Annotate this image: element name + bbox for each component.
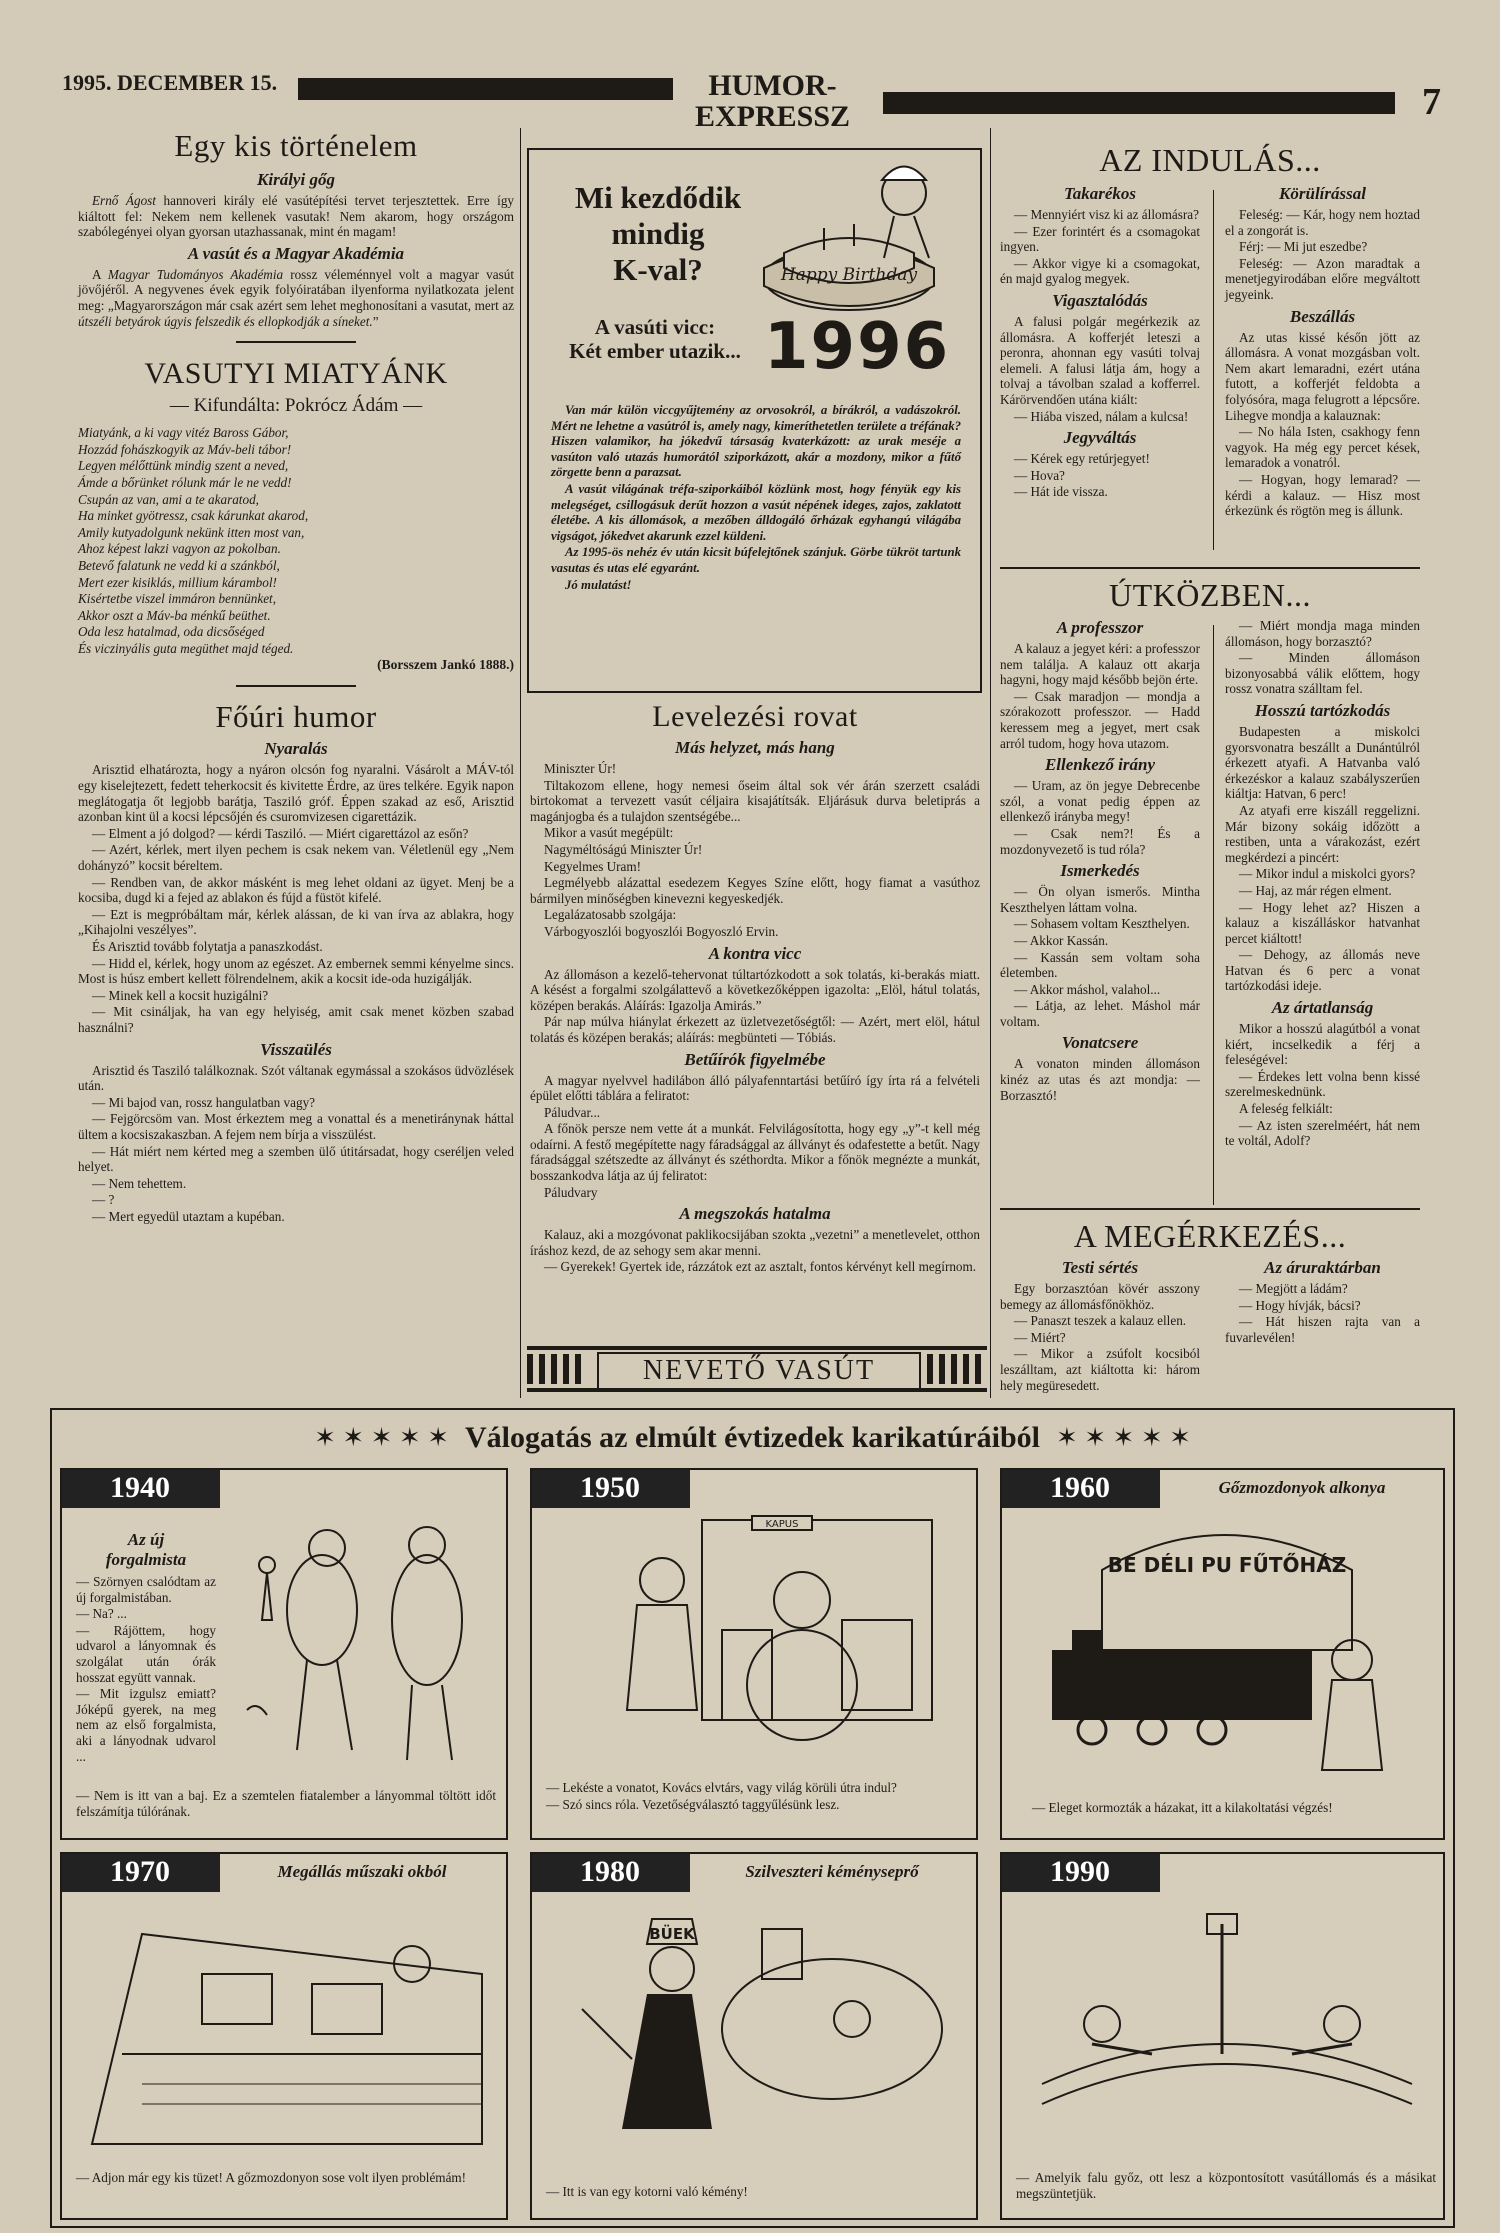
intro-title-line: Mi kezdődik <box>574 180 742 215</box>
paragraph: — Hidd el, kérlek, hogy unom az egészet. Az embernek semmi kényelme sincs. Most is húsz embert kellett fölrendelnem, akik a kocsit ide-oda huzigálják. <box>78 955 514 987</box>
paragraph: — Mi bajod van, rossz hangulatban vagy? <box>92 1094 316 1110</box>
article-title-tortenelem: Egy kis történelem <box>174 128 418 163</box>
vicc-subtitle <box>555 315 755 363</box>
paragraph: Ámde a bőrünket rólunk már le ne vedd! <box>78 474 292 490</box>
subhead-beszallas: Beszállás <box>1289 306 1356 326</box>
cartoon-1980-title: Szilveszteri kéményseprő <box>745 1862 919 1881</box>
text-span: A <box>92 266 108 282</box>
caption-line: — Nem is itt van a baj. Ez a szemtelen fiatalember a lányommal töltött időt felszámítja túlórának. <box>76 1788 496 1819</box>
cartoon-1960-caption <box>1032 1800 1432 1817</box>
text-span: ” <box>372 313 379 329</box>
cartoon-1940 <box>60 1468 508 1840</box>
text-span: Magyar Tudományos Akadémia <box>107 266 284 282</box>
paragraph: — Minek kell a kocsit huzigálni? <box>92 987 269 1003</box>
col-divider-1 <box>520 128 521 1398</box>
intro-text <box>551 403 961 594</box>
cartoon-1970 <box>60 1852 508 2220</box>
paragraph: — Hogy lehet az? Hiszen a kalauz a kiszálláskor hatvanhat percet kiáltott! <box>1225 899 1420 946</box>
cartoon-1950-drawing <box>572 1510 952 1770</box>
subhead-kontra-vicc: A kontra vicc <box>708 943 802 963</box>
text-mas-helyzet <box>530 761 980 940</box>
intro-box <box>527 148 982 693</box>
section-title-megerkezes: A MEGÉRKEZÉS... <box>1073 1218 1347 1254</box>
cartoon-1970-title: Megállás műszaki okból <box>277 1862 447 1881</box>
divider <box>236 341 356 343</box>
paragraph: — Hát miért nem kérted meg a szemben ülő útitársadat, hogy cseréljen veled helyet. <box>78 1143 514 1175</box>
paragraph: Páludvar... <box>544 1104 601 1120</box>
paragraph: Miatyánk, a ki vagy vitéz Baross Gábor, <box>78 425 289 441</box>
paragraph: A kalauz a jegyet kéri: a professzor nem találja. A kalauz ott akarja hagyni, hogy majd később bejön érte. <box>1000 641 1201 688</box>
cartoon-1940-caption-bottom <box>76 1788 496 1820</box>
section-rule <box>1000 567 1420 569</box>
cartoon-1940-title <box>76 1530 216 1570</box>
paragraph: Egy borzasztóan kövér asszony bemegy az állomásfőnökhöz. <box>1000 1281 1200 1312</box>
paragraph: — Nem tehettem. <box>92 1175 187 1191</box>
paragraph: — Lekéste a vonatot, Kovács elvtárs, vagy világ körüli útra indul? <box>546 1780 897 1795</box>
article-title-fouri-humor: Főúri humor <box>215 699 377 735</box>
banner-text: NEVETŐ VASÚT <box>597 1352 921 1390</box>
paragraph: Kalauz, aki a mozgóvonat paklikocsijában szokta „vezetni” a menetlevelet, otthon íráshoz kezd, de az sehogy sem akar menni. <box>530 1227 980 1258</box>
text-vigasztalodas <box>1000 314 1200 424</box>
cartoon-1980-drawing <box>562 1899 952 2159</box>
subhead-artatlansag: Az ártatlanság <box>1271 998 1374 1018</box>
paragraph: A feleség felkiált: <box>1239 1101 1333 1117</box>
header-bar-right <box>883 92 1395 114</box>
text-ellenkezo-irany <box>1000 778 1200 857</box>
text-betuirok <box>530 1073 980 1201</box>
paragraph: Jó mulatást! <box>565 577 632 592</box>
section-title-indulas: AZ INDULÁS... <box>1099 142 1321 178</box>
gallery-title: Válogatás az elmúlt évtizedek karikatúráiból <box>465 1421 1040 1454</box>
paragraph: Férj: — Mi jut eszedbe? <box>1239 239 1368 255</box>
sign-buek: BÜEK <box>649 1925 695 1943</box>
paragraph: — Minden állomáson bizonyosabbá válik előttem, hogy rossz vonatra szálltam fel. <box>1225 650 1420 697</box>
paragraph: — Látja, az lehet. Máshol már voltam. <box>1000 998 1200 1029</box>
subhead-betuirok: Betűírók figyelmébe <box>684 1049 826 1069</box>
paragraph: Van már külön viccgyűjtemény az orvosokról, a bírákról, a vadászokról. Mért ne lehetne a vasútról is, amely nagy, kimeríthetetlen területe a tréfának? Hiszen valamikor, ha jókedvű társaság kvaterkázott: az urak meséje a vasúton való utazás humorától sziporkázott, akár a mozdony, mikor a fűtő zörgette benn a parazsat. <box>551 403 961 480</box>
paragraph: Az állomáson a kezelő-tehervonat túltartózkodott a sok tolatás, ki-berakás miatt. A késést a forgalmi szolgálattevő a következőképpen igazolta: „Elöl, hátul tolatás, középen berakás. Aláírás: Igazolja Amirás.” <box>530 966 980 1013</box>
subhead-testi-sertes: Testi sértés <box>1061 1258 1139 1277</box>
vicc-subtitle-line: A vasúti vicc: <box>594 315 716 339</box>
col1 <box>78 128 514 1226</box>
paragraph: — No hála Isten, csakhogy fenn vagyok. Ha még egy percet kések, lemaradok a vonatról. <box>1225 424 1420 471</box>
poem-source: (Borsszem Jankó 1888.) <box>377 657 514 673</box>
paragraph: — Hát ide vissza. <box>1014 484 1108 500</box>
paragraph: Tiltakozom ellene, hogy nemesi őseim által sok vér árán szerzett családi birtokomat a tervezett vasút céljaira kisajátítsák. Eljárásuk durva beletiprás a magánjogba és a tulajdon szentségébe... <box>530 777 980 824</box>
paragraph: Oda lesz hatalmad, oda dicsőséged <box>78 624 265 640</box>
subhead-megszokas: A megszokás hatalma <box>679 1204 831 1224</box>
year-1996: 1996 <box>764 310 951 384</box>
paragraph: — Érdekes lett volna benn kissé szerelmeskednünk. <box>1225 1068 1420 1100</box>
subhead-kiralyi-gog: Királyi gőg <box>257 170 335 189</box>
paragraph: — Ezt is megpróbáltam már, kérlek alássan, de ki van írva az ablakra, hogy „Kihajolni veszélyes”. <box>78 906 514 938</box>
paragraph: — ? <box>92 1192 115 1208</box>
caption-line: — Na? ... <box>76 1606 127 1622</box>
paragraph: Arisztid elhatározta, hogy a nyáron olcsón fog nyaralni. Vásárolt a MÁV-tól egy kiselejtezett, fedett teherkocsit és kivitette Érdre, az üres telkére. Egyik napon meglátogatja őt legjobb barátja, Tasziló gróf. Éppen szakad az eső, Arisztid azonban kint ül a kocsi lépcsőjén és csuromvizesen cigarettázik. <box>78 762 514 825</box>
paragraph: — Mikor a zsúfolt kocsiból leszálltam, azt kiáltotta ki: három hely megüresedett. <box>1000 1346 1200 1393</box>
text-span: rossz véleménnyel volt a magyar vasút jövőjéről. A negyvenes évek egyik folyóiratában ilyenforma nyilatkozata jelent meg: „Magyarországon már csak azért sem lehet meghonosítani a vasutat, mert az <box>78 266 515 313</box>
subhead-ellenkezo-irany: Ellenkező irány <box>1044 755 1156 775</box>
banner-checker <box>527 1354 587 1384</box>
cartoon-1940-drawing <box>227 1510 497 1780</box>
paragraph: Ahoz képest lakzi vagyon az pokolban. <box>78 541 281 557</box>
text-ismerkedes <box>1000 884 1200 1029</box>
paragraph: — Rendben van, de akkor másként is meg lehet oldani az ügyet. Menj be a kocsiba, dugd ki a fejed az ablakon és fújd a füstöt kifelé. <box>78 874 514 906</box>
paragraph: És viczinyális guta megüthet majd téged. <box>78 640 294 656</box>
cartoon-1960 <box>1000 1468 1445 1840</box>
paragraph: — Akkor Kassán. <box>1014 932 1109 948</box>
text-visszaules <box>78 1063 514 1225</box>
text-nyaralas <box>78 762 514 1035</box>
year-badge: 1960 <box>1000 1468 1160 1508</box>
paragraph: Hozzád fohászkogyik az Máv-beli tábor! <box>78 441 292 457</box>
year-badge: 1980 <box>530 1852 690 1892</box>
text-takarekos <box>1000 207 1200 287</box>
paragraph: — Akkor máshol, valahol... <box>1014 981 1161 997</box>
paragraph: Miniszter Úr! <box>544 761 617 776</box>
paragraph: Amily kutyadolgunk nekünk itten most van, <box>78 524 305 540</box>
text-megszokas <box>530 1227 980 1275</box>
paragraph: Pár nap múlva hiánylat érkezett az üzletvezetőségtől: — Azért, mert elöl, hátul tolatás és középen berakás; aláírás: megbünteti — Tóbiás. <box>530 1014 980 1045</box>
paragraph: — Itt is van egy kotorni való kémény! <box>546 2184 748 2199</box>
paragraph: Kegyelmes Uram! <box>544 858 642 874</box>
paragraph: Feleség: — Kár, hogy nem hoztad el a zongorát is. <box>1225 207 1420 238</box>
paragraph: Betevő falatunk ne vedd ki a szánkból, <box>78 557 280 573</box>
paragraph: — Haj, az már régen elment. <box>1239 882 1392 898</box>
text-artatlansag <box>1225 1021 1420 1149</box>
subhead-nyaralas: Nyaralás <box>264 739 328 759</box>
paragraph: — Kassán sem voltam soha életemben. <box>1000 949 1200 981</box>
name-erno-agost: Ernő Ágost <box>92 193 156 208</box>
paragraph: Mikor a vasút megépült: <box>544 825 674 841</box>
paragraph: Feleség: — Azon maradtak a menetjegyirodában előre megváltott jegyeink. <box>1225 255 1420 302</box>
paragraph: — Panaszt teszek a kalauz ellen. <box>1014 1313 1187 1329</box>
paragraph: — Mikor indul a miskolci gyors? <box>1239 866 1416 882</box>
paragraph: Mikor a hosszú alagútból a vonat kiért, incselkedik a férj a feleségével: <box>1225 1021 1420 1068</box>
subhead-mas-helyzet: Más helyzet, más hang <box>675 738 835 757</box>
paragraph: — Kérek egy retúrjegyet! <box>1014 451 1150 467</box>
text-span: útszéli betyárok úgyis felszedik és ellopkodják a síneket. <box>78 313 373 329</box>
subhead-ismerkedes: Ismerkedés <box>1060 861 1140 881</box>
text-vonatcsere-cont <box>1225 618 1420 697</box>
cartoon-1990-drawing <box>1022 1904 1432 2154</box>
paragraph: — Sohasem voltam Keszthelyen. <box>1014 916 1190 932</box>
text-span: hannoveri király elé vasútépítési tervet terjesztettek. Erre így kiáltott fel: Nekem nem kellenek vasutak! Nem akarom, hogy országom szabólegényei olyan gyorsan utazhassanak, mint én magam! <box>78 193 515 240</box>
sign-kapus: KAPUS <box>765 1519 799 1530</box>
page-number: 7 <box>1422 81 1441 123</box>
text-testi-sertes <box>1000 1281 1200 1393</box>
gallery-header <box>60 1416 1445 1460</box>
intro-title <box>543 180 773 288</box>
paragraph: Mert ezer kisiklás, millium kárambol! <box>78 574 277 590</box>
paragraph: — Csak maradjon — mondja a szórakozott professzor. — Hadd keressem meg a jegyet, mert csak arról tudom, hogy hova utazom. <box>1000 688 1200 751</box>
vicc-subtitle-line: Két ember utazik... <box>569 339 741 363</box>
sign-futohaz: BE DÉLI PU FŰTŐHÁZ <box>1107 1553 1347 1577</box>
subhead-jegyvaltas: Jegyváltás <box>1063 428 1137 448</box>
birthday-cake-drawing <box>754 158 974 333</box>
cartoon-1950 <box>530 1468 978 1840</box>
text-jegyvaltas <box>1000 451 1200 500</box>
section-title-utkozben: ÚTKÖZBEN... <box>1109 577 1311 613</box>
text-vonatcsere <box>1000 1056 1200 1103</box>
cartoon-1950-caption <box>546 1780 966 1813</box>
paragraph: — Gyerekek! Gyertek ide, rázzátok ezt az asztalt, fontos kérvényt kell megírnom. <box>544 1259 977 1275</box>
paragraph: — Eleget kormozták a házakat, itt a kilakoltatási végzés! <box>1032 1800 1333 1815</box>
text-aruraktar <box>1225 1281 1420 1345</box>
text-vasut-akademia <box>78 267 514 329</box>
star-icon: ✶ ✶ ✶ ✶ ✶ <box>314 1423 450 1452</box>
caption-line: — Rájöttem, hogy udvarol a lányomnak és szolgálat után órák hosszat együtt vannak. <box>76 1622 216 1685</box>
paragraph: Páludvary <box>544 1184 598 1200</box>
paragraph: A magyar nyelvvel hadilábon álló pályafenntartási betűíró így írta rá a felvételi épület előtti táblára a feliratot: <box>530 1072 980 1104</box>
paragraph: Az 1995-ös nehéz év után kicsit búfelejtőnek szánjuk. Görbe tükröt tartunk vasutas és utas elé egyaránt. <box>551 545 961 575</box>
banner-neveto-vasut <box>527 1340 987 1398</box>
cartoon-1940-caption <box>76 1574 216 1765</box>
paragraph: — Mert egyedül utaztam a kupéban. <box>92 1208 285 1224</box>
paragraph: — Adjon már egy kis tüzet! A gőzmozdonyon sose volt ilyen problémám! <box>76 2170 467 2185</box>
paragraph: Legyen mélőttünk mindig szent a neved, <box>78 458 289 474</box>
paragraph: — Mit csináljak, ha van egy helyiség, amit csak menet közben szabad használni? <box>78 1004 514 1035</box>
cartoon-1960-title: Gőzmozdonyok alkonya <box>1218 1478 1386 1497</box>
paragraph: Az utas kissé későn jött az állomásra. A vonat mozgásban volt. Nem akart lemaradni, ezért utána futott, a kofferjét feldobta a folyósóra, maga felugrott a lépcsőre. Lihegve mondja a kalauznak: <box>1225 329 1420 423</box>
subhead-aruraktar: Az áruraktárban <box>1264 1258 1381 1277</box>
year-badge: 1990 <box>1000 1852 1160 1892</box>
banner-rail <box>527 1346 987 1350</box>
intro-title-line: mindig <box>611 216 705 251</box>
indulas-left <box>1000 184 1200 501</box>
paragraph: Várbogyoszlói bogyoszlói Bogyoszló Ervin. <box>544 923 779 939</box>
paragraph: — Mennyiért visz ki az állomásra? <box>1014 207 1199 222</box>
paragraph: Kisértetbe viszel immáron bennünket, <box>78 591 277 607</box>
utkozben-right <box>1225 618 1420 1150</box>
cartoon-1980-caption <box>546 2184 966 2201</box>
paragraph: — Dehogy, az állomás neve Hatvan és 6 perc a vonat tartózkodási ideje. <box>1225 947 1420 994</box>
header-bar-left <box>298 78 673 100</box>
caption-line: — Szörnyen csalódtam az új forgalmistában. <box>76 1574 216 1605</box>
cartoon-1970-drawing <box>82 1904 492 2154</box>
paragraph: — Amelyik falu győz, ott lesz a központosított vasútállomás és a másikat megszüntetjük. <box>1016 2170 1436 2201</box>
header-section: HUMOR- EXPRESSZ <box>694 69 851 133</box>
paragraph: — Hiába viszed, nálam a kulcsa! <box>1014 408 1189 424</box>
paragraph: A vonaton minden állomáson kinéz az utas és azt mondja: — Borzasztó! <box>1000 1056 1200 1103</box>
paragraph: — Hát hiszen rajta van a fuvarlevélen! <box>1225 1314 1420 1345</box>
paragraph: A falusi polgár megérkezik az állomásra. A kofferjét leteszi a peronra, ahonnan egy vasúti tolvaj elemeli. A falusi látja ám, hogy a tolvaj a távolban szalad a kofferrel. Kárörvendően utána kiált: <box>1000 313 1200 407</box>
paragraph: Csupán az van, ami a te akaratod, <box>78 491 259 507</box>
paragraph: Legmélyebb alázattal esedezem Kegyes Színe előtt, hogy fiamat a vasúthoz bármilyen minőségben kinevezni kegyeskedjék. <box>530 875 980 906</box>
paragraph: Legalázatosabb szolgája: <box>544 907 677 923</box>
megerkezes-right <box>1225 1258 1420 1346</box>
section-rule <box>1000 1208 1420 1210</box>
paragraph: És Arisztid tovább folytatja a panaszkodást. <box>92 939 323 954</box>
star-icon: ✶ ✶ ✶ ✶ ✶ <box>1055 1423 1191 1452</box>
paragraph: A vasút világának tréfa-sziporkáiból közlünk most, hogy fényük egy kis melegséget, csillogásuk derűt hozzon a vasút népének ideges, zajos, zaklatott életébe. A kis állomások, a mezőben álldogáló őrházak egyhangú világába vigságot, jókedvet akarunk ezzel küldeni. <box>551 481 961 543</box>
text-hosszu-tartozkodas <box>1225 724 1420 994</box>
year-badge: 1950 <box>530 1468 690 1508</box>
paragraph: — Szó sincs róla. Vezetőségválasztó taggyűlésünk lesz. <box>546 1796 840 1812</box>
paragraph: — Miért mondja maga minden állomáson, hogy borzasztó? <box>1225 618 1420 649</box>
paragraph: — Elment a jó dolgod? — kérdi Tasziló. — Miért cigarettázol az esőn? <box>92 825 469 841</box>
indulas-right <box>1225 184 1420 520</box>
inner-divider <box>1213 625 1214 1205</box>
paragraph: Akkor oszt a Máv-ba ménkű beüthet. <box>78 607 271 623</box>
paragraph: — Csak nem?! És a mozdonyvezető is tud róla? <box>1000 825 1200 857</box>
subhead-vigasztalodas: Vigasztalódás <box>1052 290 1148 310</box>
paragraph: — Az isten szerelméért, hát nem te voltál, Adolf? <box>1225 1117 1420 1149</box>
text-korulirassal <box>1225 207 1420 303</box>
subhead-vasut-akademia: A vasút és a Magyar Akadémia <box>187 243 405 263</box>
paragraph: Az atyafi erre kiszáll reggelizni. Már bizony sokáig időzött a restiben, unta a várakozást, ezért megkérdezi a pincért: <box>1225 802 1420 865</box>
header-date: 1995. DECEMBER 15. <box>62 70 278 95</box>
cartoon-title-line: forgalmista <box>105 1550 187 1569</box>
article-title-miatyank: VASUTYI MIATYÁNK <box>144 357 448 391</box>
cartoon-1970-caption <box>76 2170 496 2187</box>
cartoon-1990 <box>1000 1852 1445 2220</box>
cartoon-1990-caption <box>1016 2170 1436 2202</box>
poem-author: — Kifundálta: Pokrócz Ádám — <box>169 395 423 417</box>
paragraph: — Megjött a ládám? <box>1239 1281 1348 1296</box>
text-kontra-vicc <box>530 967 980 1046</box>
intro-title-line: K-val? <box>613 252 703 287</box>
paragraph: — Uram, az ön jegye Debrecenbe szól, a vonat pedig éppen az ellenkező irányba megy! <box>1000 778 1200 825</box>
paragraph: — Ön olyan ismerős. Mintha Keszthelyen láttam volna. <box>1000 884 1200 915</box>
paragraph: A főnök persze nem vette át a munkát. Felvilágosította, hogy egy „y”-t kell még odaírni. A festő megépítette nagy fáradsággal az állványt és odafestette a betűt. Nagy fáradsággal szétszedte az állványt és széthordta. Mikor a főnök megnézte a munkát, bosszankodva látja az új feliratot: <box>530 1121 980 1184</box>
paragraph: Budapesten a miskolci gyorsvonatra beszállt a Dunántúlról érkezett atyafi. A Hatvanba való érkezéskor a kalauz szabályszerűen kiáltja: Hatvan, 6 perc! <box>1225 723 1420 802</box>
megerkezes-left <box>1000 1258 1200 1394</box>
divider <box>236 685 356 687</box>
cartoon-title-line: Az új <box>127 1530 165 1549</box>
paragraph: — Azért, kérlek, mert ilyen pechem is csak nekem van. Véletlenül egy „Nem dohányzó” kocsit béreltem. <box>78 842 514 874</box>
col2 <box>530 700 980 1276</box>
subhead-professzor: A professzor <box>1056 618 1144 637</box>
paragraph: — Ezer forintért és a csomagokat ingyen. <box>1000 223 1200 255</box>
paragraph: — Akkor vigye ki a csomagokat, én majd gyalog megyek. <box>1000 255 1200 287</box>
year-badge: 1970 <box>60 1852 220 1892</box>
banner-checker <box>927 1354 987 1384</box>
cartoon-1960-drawing <box>1032 1510 1422 1790</box>
paragraph: — Hogyan, hogy lemarad? — kérdi a kalauz. — Hisz most érkezünk és rögtön meg is állunk. <box>1225 471 1420 519</box>
subhead-hosszu-tartozkodas: Hosszú tartózkodás <box>1254 700 1391 720</box>
subhead-korulirassal: Körülírással <box>1279 184 1366 203</box>
caption-line: — Mit izgulsz emiatt? Jóképű gyerek, na meg nem az első forgalmista, aki a lányodnak udvarol ... <box>76 1686 216 1764</box>
text-professzor <box>1000 641 1200 751</box>
paragraph: — Fejgörcsöm van. Most érkeztem meg a vonattal és a menetiránynak háttal ültem a kocsiszakaszban. A fejem nem bírja a visszülést. <box>78 1111 514 1142</box>
text-beszallas <box>1225 330 1420 519</box>
subhead-takarekos: Takarékos <box>1063 184 1137 203</box>
cake-inscription: Happy Birthday <box>780 265 918 285</box>
poem <box>78 425 514 656</box>
paragraph: — Miért? <box>1014 1329 1066 1345</box>
utkozben-left <box>1000 618 1200 1104</box>
cartoon-1980 <box>530 1852 978 2220</box>
inner-divider <box>1213 190 1214 550</box>
text-kiralyi-gog <box>78 193 514 240</box>
year-badge: 1940 <box>60 1468 220 1508</box>
paragraph: — Hogy hívják, bácsi? <box>1239 1297 1361 1313</box>
col-divider-2 <box>990 128 991 1398</box>
paragraph: — Hova? <box>1014 467 1065 483</box>
paragraph: Ha minket gyötressz, csak kárunkat akarod, <box>78 508 309 524</box>
subhead-vonatcsere: Vonatcsere <box>1061 1033 1139 1053</box>
paragraph: Nagyméltóságú Miniszter Úr! <box>544 841 703 857</box>
subhead-visszaules: Visszaülés <box>260 1039 332 1059</box>
article-title-levelezesi: Levelezési rovat <box>652 700 858 733</box>
paragraph: Arisztid és Tasziló találkoznak. Szót váltanak egymással a szokásos üdvözlések után. <box>78 1062 514 1094</box>
